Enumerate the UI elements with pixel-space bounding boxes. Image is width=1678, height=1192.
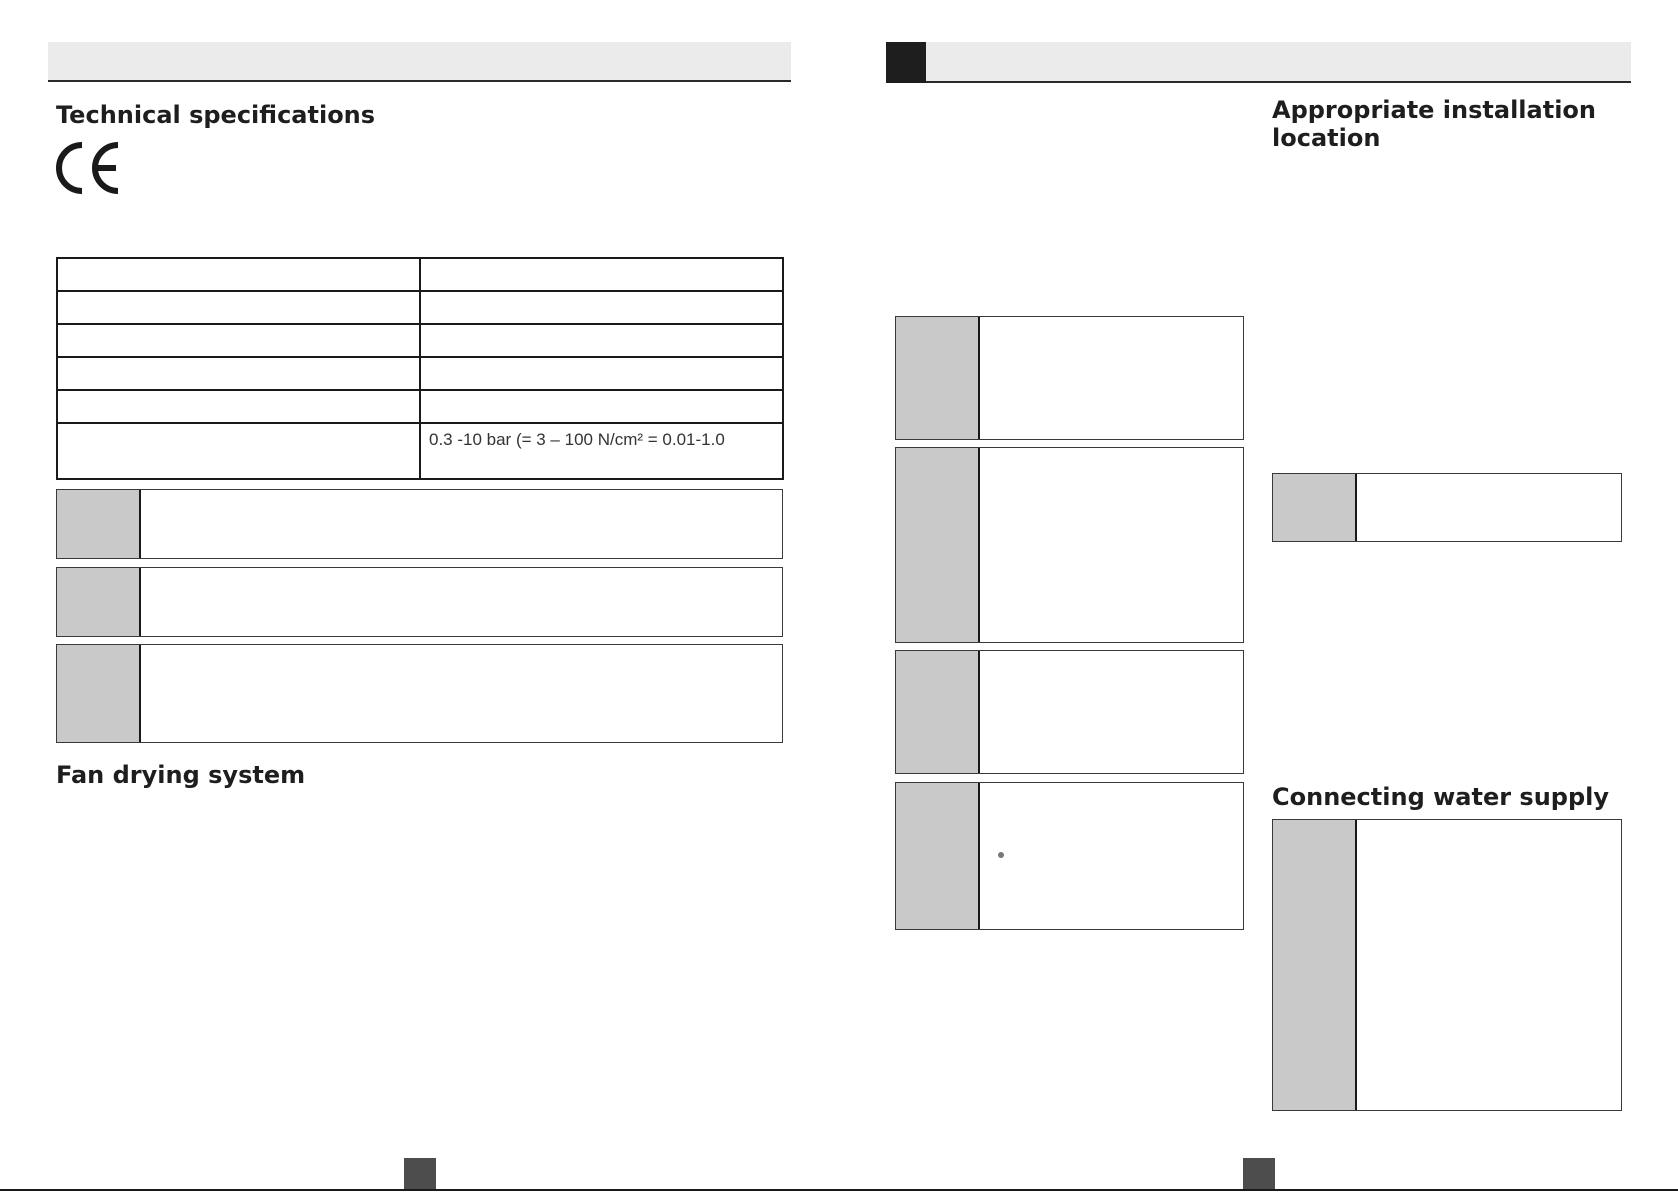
note-icon-column	[57, 490, 141, 558]
table-row	[57, 390, 783, 423]
table-cell	[420, 423, 783, 479]
note-icon-column	[57, 645, 141, 742]
right-header-tab-block	[886, 42, 926, 83]
table-row	[57, 291, 783, 324]
note-icon-column	[896, 317, 980, 439]
section-title-connecting-water-supply: Connecting water supply	[1272, 783, 1610, 811]
table-row	[57, 357, 783, 390]
table-cell	[420, 258, 783, 291]
note-icon-column	[896, 448, 980, 642]
section-title-appropriate-installation-location: Appropriate installation location	[1272, 96, 1596, 152]
table-cell	[420, 291, 783, 324]
note-box	[1272, 819, 1622, 1111]
section-title-fan-drying-system: Fan drying system	[56, 761, 306, 789]
table-cell	[57, 258, 420, 291]
table-cell	[57, 324, 420, 357]
note-box	[56, 644, 783, 743]
section-title-technical-specifications: Technical specifications	[56, 101, 376, 129]
note-icon-column	[896, 651, 980, 773]
table-cell	[57, 291, 420, 324]
water-pressure-value: 0.3 -10 bar (= 3 – 100 N/cm² = 0.01-1.0	[429, 430, 725, 449]
right-header-band	[886, 42, 1631, 83]
left-header-band	[48, 42, 791, 82]
table-cell	[57, 423, 420, 479]
note-box	[1272, 473, 1622, 542]
specifications-table	[56, 257, 784, 480]
note-box	[895, 447, 1244, 643]
table-cell	[57, 390, 420, 423]
note-box	[895, 316, 1244, 440]
note-icon-column	[1273, 474, 1357, 541]
table-cell	[420, 390, 783, 423]
note-icon-column	[1273, 820, 1357, 1110]
right-page-number-marker	[1243, 1158, 1275, 1190]
note-box	[56, 489, 783, 559]
table-cell	[420, 357, 783, 390]
note-box	[895, 782, 1244, 930]
ce-mark-logo	[55, 141, 123, 195]
bullet-point	[998, 852, 1004, 858]
table-row	[57, 423, 783, 479]
note-box	[56, 567, 783, 637]
note-icon-column	[57, 568, 141, 636]
left-page-number-marker	[404, 1158, 436, 1190]
note-icon-column	[896, 783, 980, 929]
page-bottom-rule	[0, 1189, 1678, 1191]
table-row	[57, 324, 783, 357]
table-cell	[420, 324, 783, 357]
note-box	[895, 650, 1244, 774]
table-row	[57, 258, 783, 291]
table-cell	[57, 357, 420, 390]
